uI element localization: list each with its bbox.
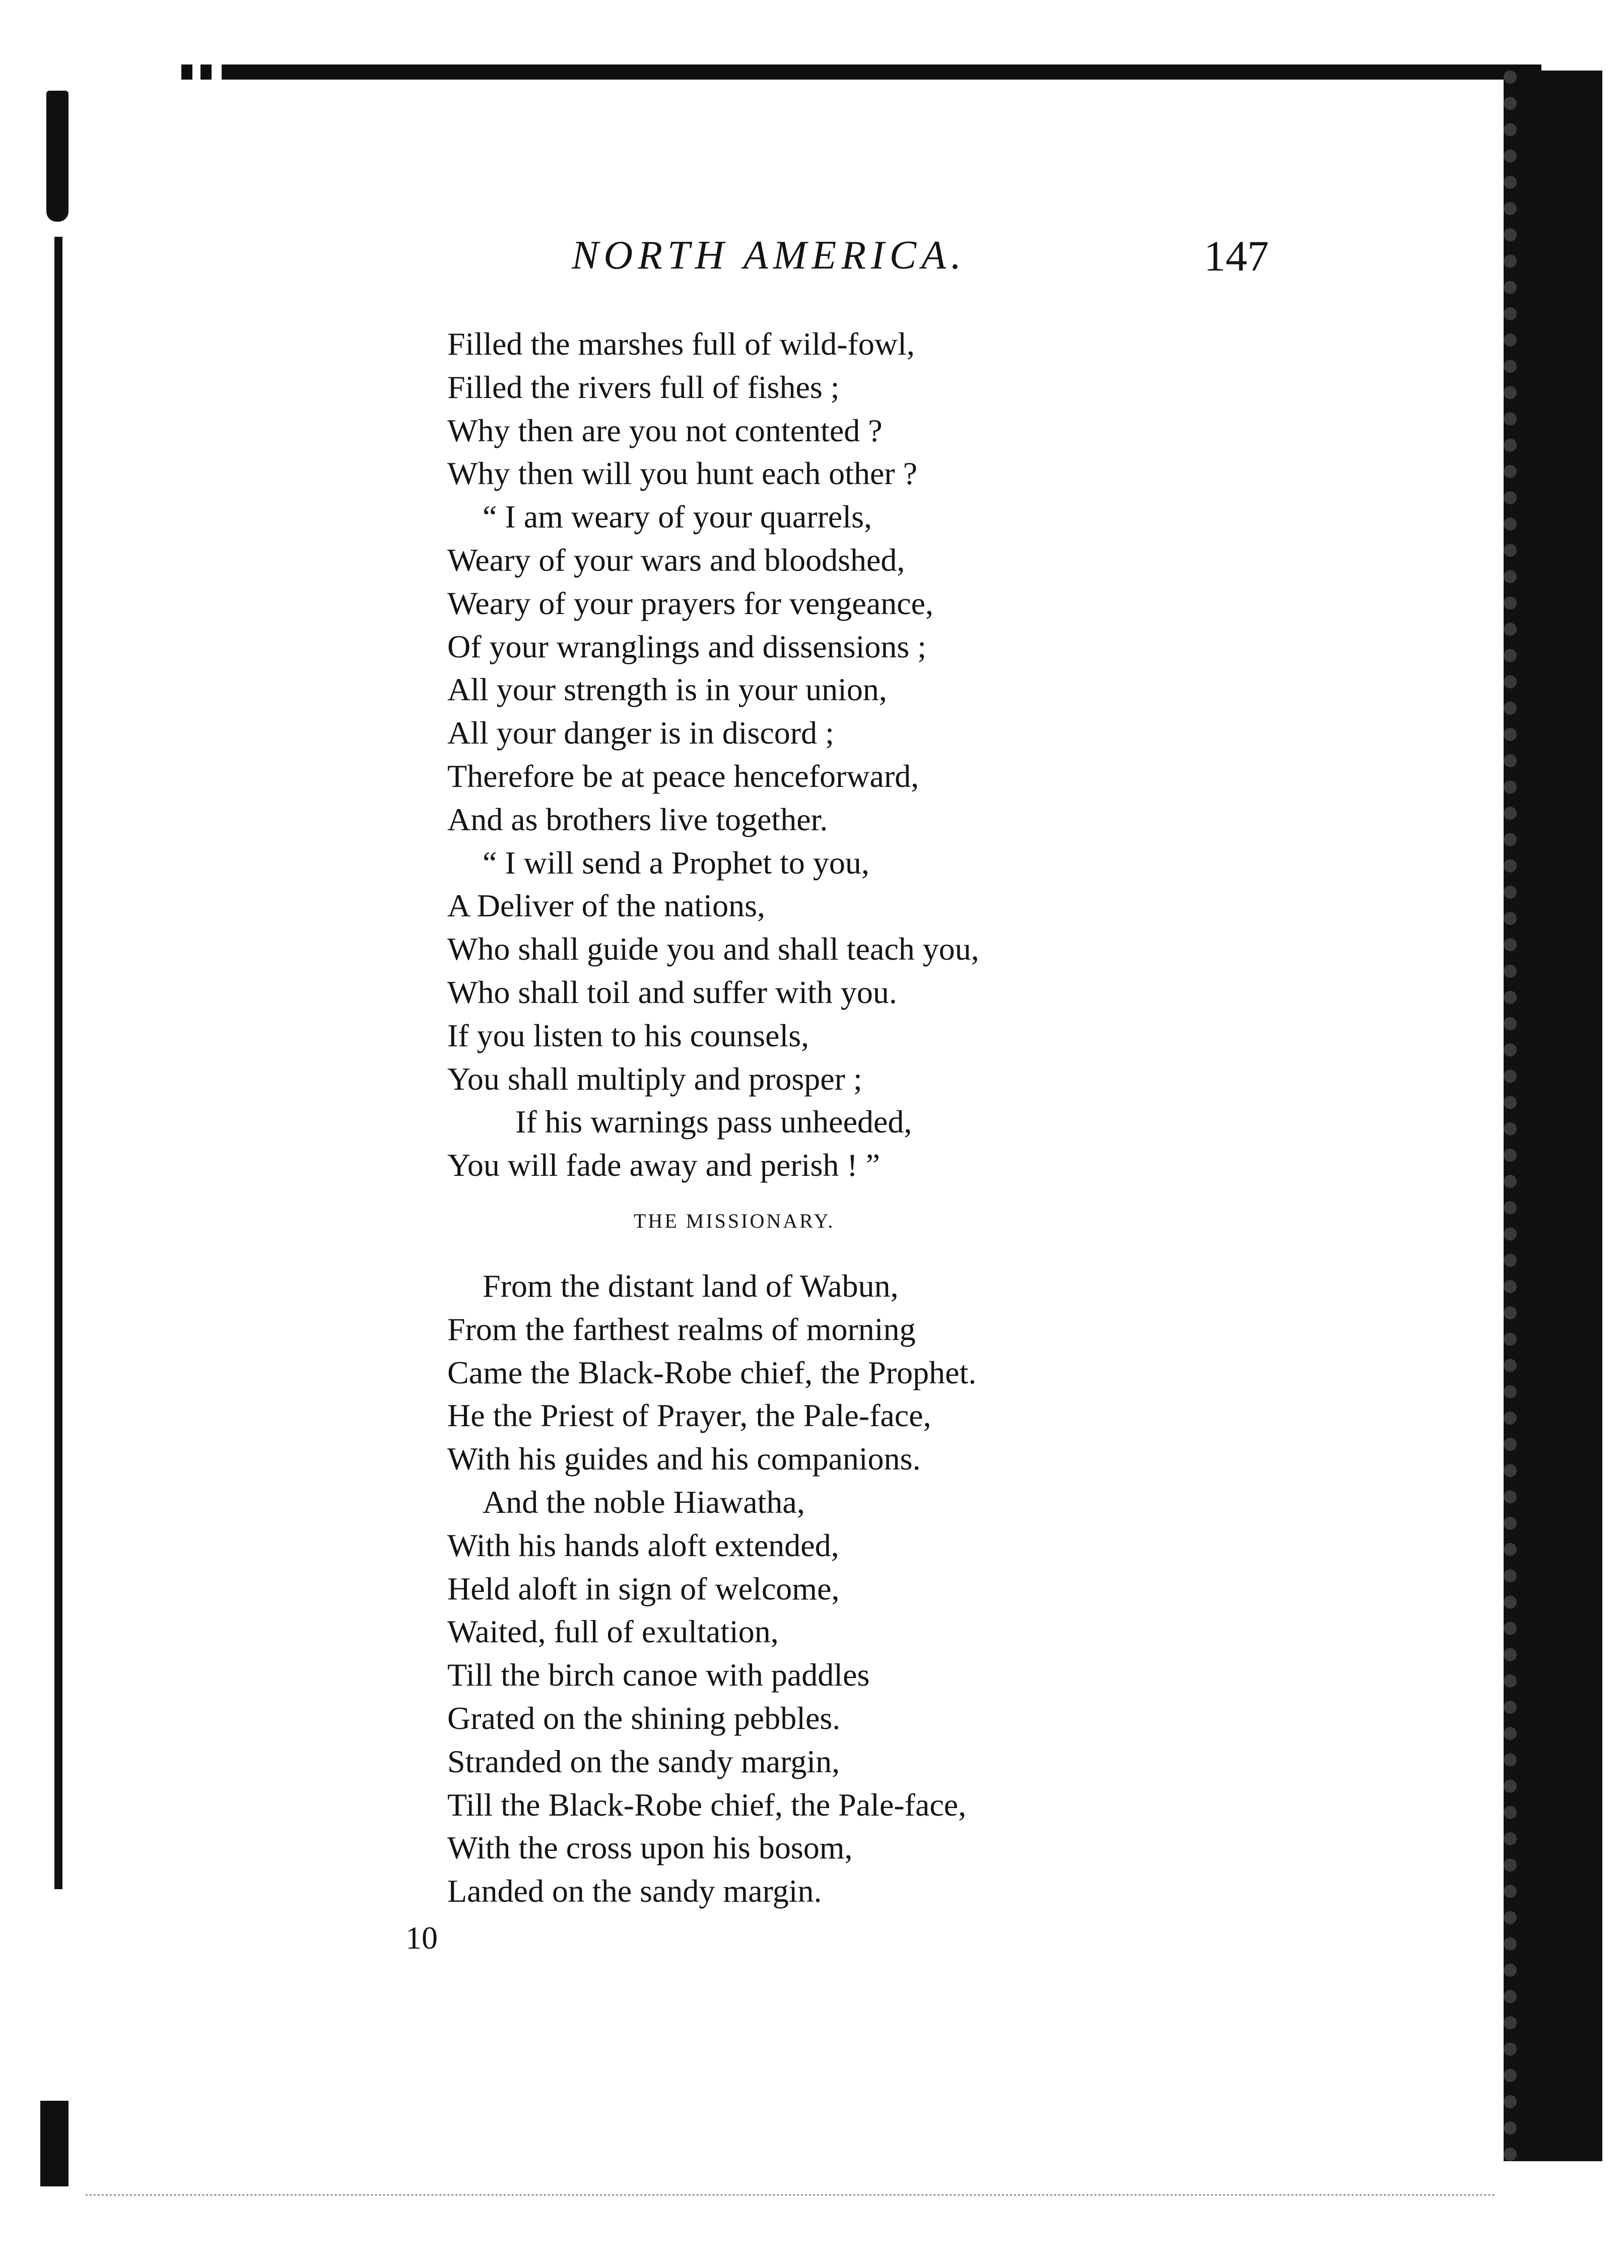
poem-line: Till the Black-Robe chief, the Pale-face, [447, 1786, 967, 1823]
scan-edge-mark [200, 64, 212, 80]
signature-mark: 10 [405, 1920, 438, 1956]
poem-line: He the Priest of Prayer, the Pale-face, [447, 1397, 931, 1434]
poem-line: A Deliver of the nations, [447, 888, 765, 924]
scan-top-edge [222, 64, 1541, 80]
poem-stanza [447, 322, 979, 1187]
poem-line: Therefore be at peace henceforward, [447, 758, 919, 794]
poem-line: Who shall toil and suffer with you. [447, 974, 897, 1010]
poem-line: Came the Black-Robe chief, the Prophet. [447, 1354, 977, 1390]
poem-line: “ I will send a Prophet to you, [483, 844, 869, 881]
scan-left-mark [40, 2101, 69, 2186]
poem-line: Weary of your prayers for vengeance, [447, 585, 934, 621]
scan-left-edge [54, 237, 62, 1889]
poem-line: Grated on the shining pebbles. [447, 1700, 841, 1736]
poem-line: Waited, full of exultation, [447, 1614, 779, 1650]
poem-line: Who shall guide you and shall teach you, [447, 931, 979, 967]
poem-line: All your strength is in your union, [447, 672, 887, 708]
poem-line: “ I am weary of your quarrels, [483, 499, 872, 535]
poem-line: Till the birch canoe with paddles [447, 1657, 870, 1693]
poem-line: You shall multiply and prosper ; [447, 1060, 862, 1097]
poem-line: If you listen to his counsels, [447, 1017, 809, 1053]
running-title: NORTH AMERICA. [572, 233, 966, 278]
poem-line: Why then will you hunt each other ? [447, 455, 918, 492]
poem-line: With his hands aloft extended, [447, 1527, 839, 1563]
poem-line: Held aloft in sign of welcome, [447, 1570, 840, 1607]
poem-line: Of your wranglings and dissensions ; [447, 628, 927, 664]
poem-line: With the cross upon his bosom, [447, 1830, 853, 1866]
poem-line: And as brothers live together. [447, 801, 828, 837]
scan-bottom-edge [86, 2194, 1496, 2197]
poem-line: You will fade away and perish ! ” [447, 1147, 881, 1183]
section-heading: THE MISSIONARY. [634, 1210, 835, 1232]
scan-left-mark [46, 91, 69, 222]
poem-line: And the noble Hiawatha, [483, 1484, 805, 1520]
poem-line: Stranded on the sandy margin, [447, 1743, 840, 1779]
poem-line: Why then are you not contented ? [447, 412, 883, 448]
scan-edge-mark [181, 64, 192, 80]
page-number: 147 [1204, 232, 1269, 280]
poem-line: With his guides and his companions. [447, 1441, 921, 1477]
poem-line: Filled the marshes full of wild-fowl, [447, 326, 915, 362]
scan-right-edge [1504, 71, 1602, 2161]
poem-line: From the farthest realms of morning [447, 1311, 916, 1347]
poem-line: From the distant land of Wabun, [483, 1268, 899, 1304]
poem-line: All your danger is in discord ; [447, 715, 834, 751]
poem-line: Weary of your wars and bloodshed, [447, 542, 905, 578]
poem-line: If his warnings pass unheeded, [515, 1104, 912, 1140]
poem-line: Filled the rivers full of fishes ; [447, 369, 840, 405]
poem-stanza [447, 1264, 976, 1913]
poem-line: Landed on the sandy margin. [447, 1873, 822, 1909]
